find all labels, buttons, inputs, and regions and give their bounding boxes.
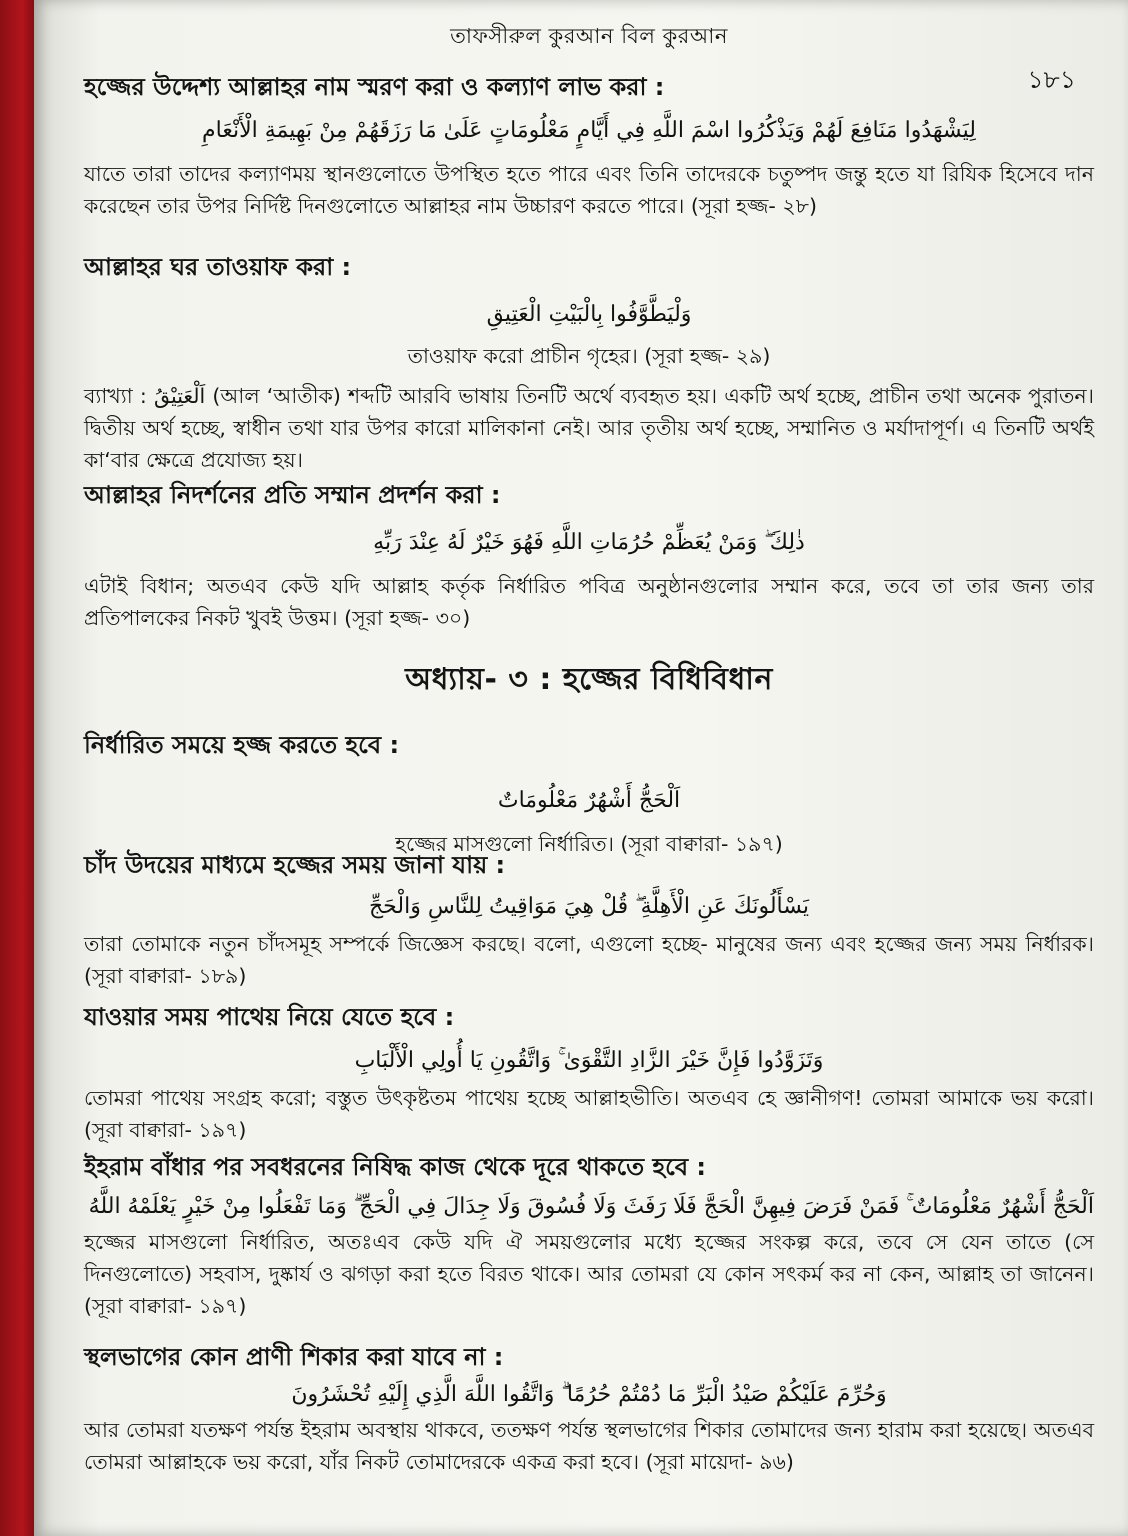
- section-provisions: [84, 1000, 1094, 1146]
- section-ihram-prohibitions: [84, 1150, 1094, 1322]
- section-heading: যাওয়ার সময় পাথেয় নিয়ে যেতে হবে :: [84, 1003, 455, 1031]
- arabic-verse: يَسْأَلُونَكَ عَنِ الْأَهِلَّةِ ۖ قُلْ هِيَ مَوَاقِيتُ لِلنَّاسِ وَالْحَجِّ: [368, 894, 809, 919]
- section-honoring-symbols: [84, 478, 1094, 634]
- section-heading: আল্লাহর নিদর্শনের প্রতি সম্মান প্রদর্শন করা :: [84, 481, 501, 509]
- verse-translation: হজ্জের মাসগুলো নির্ধারিত, অতঃএব কেউ যদি ঐ সময়গুলোর মধ্যে হজ্জের সংকল্প করে, তবে সে যেন তাতে (সে দিনগুলোতে) সহবাস, দুষ্কার্য ও ঝগড়া করা হতে বিরত থাকে। আর তোমরা যে কোন সৎকর্ম কর না কেন, আল্লাহ তা জানেন। (সূরা বাক্বারা- ১৯৭): [84, 1230, 1094, 1318]
- page-number: ১৮১: [1027, 65, 1076, 94]
- arabic-verse: اَلْحَجُّ أَشْهُرٌ مَعْلُومَاتٌ ۚ فَمَنْ فَرَضَ فِيهِنَّ الْحَجَّ فَلَا رَفَثَ وَلَا فُسُوقَ وَلَا جِدَالَ فِي الْحَجِّ ۗ وَمَا تَفْعَلُوا مِنْ خَيْرٍ يَعْلَمْهُ اللَّهُ: [88, 1194, 1094, 1219]
- section-heading: আল্লাহর ঘর তাওয়াফ করা :: [84, 253, 352, 281]
- verse-translation: তোমরা পাথেয় সংগ্রহ করো; বস্তুত উৎকৃষ্টতম পাথেয় হচ্ছে আল্লাহভীতি। অতএব হে জ্ঞানীগণ! তোমরা আমাকে ভয় করো। (সূরা বাক্বারা- ১৯৭): [84, 1086, 1094, 1142]
- arabic-verse: ذٰلِكَ ۖ وَمَنْ يُعَظِّمْ حُرُمَاتِ اللَّهِ فَهُوَ خَيْرٌ لَهُ عِنْدَ رَبِّهِ: [373, 530, 805, 555]
- section-heading: নির্ধারিত সময়ে হজ্জ করতে হবে :: [84, 731, 400, 759]
- arabic-verse: وَحُرِّمَ عَلَيْكُمْ صَيْدُ الْبَرِّ مَا دُمْتُمْ حُرُمًا ۗ وَاتَّقُوا اللَّهَ الَّذِي إِلَيْهِ تُحْشَرُونَ: [291, 1382, 887, 1407]
- section-tawaf: [84, 250, 1094, 476]
- explanation-paragraph: ব্যাখ্যা : اَلْعَتِيْقُ (আল ‘আতীক) শব্দটি আরবি ভাষায় তিনটি অর্থে ব্যবহৃত হয়। একটি অর্থ হচ্ছে, প্রাচীন তথা অনেক পুরাতন। দ্বিতীয় অর্থ হচ্ছে, স্বাধীন তথা যার উপর কারো মালিকানা নেই। আর তৃতীয় অর্থ হচ্ছে, সম্মানিত ও মর্যাদাপূর্ণ। এ তিনটি অর্থই কা‘বার ক্ষেত্রে প্রযোজ্য হয়।: [84, 384, 1094, 472]
- page-content: [84, 0, 1094, 1536]
- chapter-title: অধ্যায়- ৩ : হজ্জের বিধিবিধান: [405, 662, 773, 697]
- verse-translation: এটাই বিধান; অতএব কেউ যদি আল্লাহ কর্তৃক নির্ধারিত পবিত্র অনুষ্ঠানগুলোর সম্মান করে, তবে তা তার জন্য তার প্রতিপালকের নিকট খুবই উত্তম। (সূরা হজ্জ- ৩০): [84, 574, 1094, 630]
- arabic-verse: وَتَزَوَّدُوا فَإِنَّ خَيْرَ الزَّادِ التَّقْوَىٰ ۚ وَاتَّقُونِ يَا أُولِي الْأَلْبَابِ: [354, 1048, 824, 1073]
- verse-translation: তাওয়াফ করো প্রাচীন গৃহের। (সূরা হজ্জ- ২৯): [407, 344, 771, 368]
- verse-translation: যাতে তারা তাদের কল্যাণময় স্থানগুলোতে উপস্থিত হতে পারে এবং তিনি তাদেরকে চতুষ্পদ জন্তু হতে যা রিযিক হিসেবে দান করেছেন তার উপর নির্দিষ্ট দিনগুলোতে আল্লাহর নাম উচ্চারণ করতে পারে। (সূরা হজ্জ- ২৮): [84, 162, 1094, 218]
- book-page: [34, 0, 1128, 1536]
- section-fixed-time: [84, 728, 1094, 860]
- arabic-verse: اَلْحَجُّ أَشْهُرٌ مَعْلُومَاتٌ: [497, 788, 681, 813]
- section-moon-sighting: [84, 848, 1094, 992]
- section-hunting-prohibited: [84, 1340, 1094, 1478]
- section-heading: চাঁদ উদয়ের মাধ্যমে হজ্জের সময় জানা যায় :: [84, 851, 506, 879]
- verse-translation: আর তোমরা যতক্ষণ পর্যন্ত ইহরাম অবস্থায় থাকবে, ততক্ষণ পর্যন্ত স্থলভাগের শিকার তোমাদের জন্য হারাম করা হয়েছে। অতএব তোমরা আল্লাহকে ভয় করো, যাঁর নিকট তোমাদেরকে একত্র করা হবে। (সূরা মায়েদা- ৯৬): [84, 1418, 1094, 1474]
- section-remembrance: [84, 70, 1094, 222]
- running-title: তাফসীরুল কুরআন বিল কুরআন: [450, 24, 728, 48]
- verse-translation: হজ্জের মাসগুলো নির্ধারিত। (সূরা বাক্বারা- ১৯৭): [395, 832, 783, 856]
- section-heading: স্থলভাগের কোন প্রাণী শিকার করা যাবে না :: [84, 1343, 504, 1371]
- section-heading: হজ্জের উদ্দেশ্য আল্লাহর নাম স্মরণ করা ও কল্যাণ লাভ করা :: [84, 73, 665, 101]
- arabic-verse: لِيَشْهَدُوا مَنَافِعَ لَهُمْ وَيَذْكُرُوا اسْمَ اللَّهِ فِي أَيَّامٍ مَعْلُومَاتٍ عَلَىٰ مَا رَزَقَهُمْ مِنْ بَهِيمَةِ الْأَنْعَامِ: [202, 118, 976, 143]
- arabic-verse: وَلْيَطَّوَّفُوا بِالْبَيْتِ الْعَتِيقِ: [486, 302, 692, 327]
- section-heading: ইহরাম বাঁধার পর সবধরনের নিষিদ্ধ কাজ থেকে দূরে থাকতে হবে :: [84, 1153, 707, 1181]
- verse-translation: তারা তোমাকে নতুন চাঁদসমূহ সম্পর্কে জিজ্ঞেস করছে। বলো, এগুলো হচ্ছে- মানুষের জন্য এবং হজ্জের জন্য সময় নির্ধারক। (সূরা বাক্বারা- ১৮৯): [84, 932, 1094, 988]
